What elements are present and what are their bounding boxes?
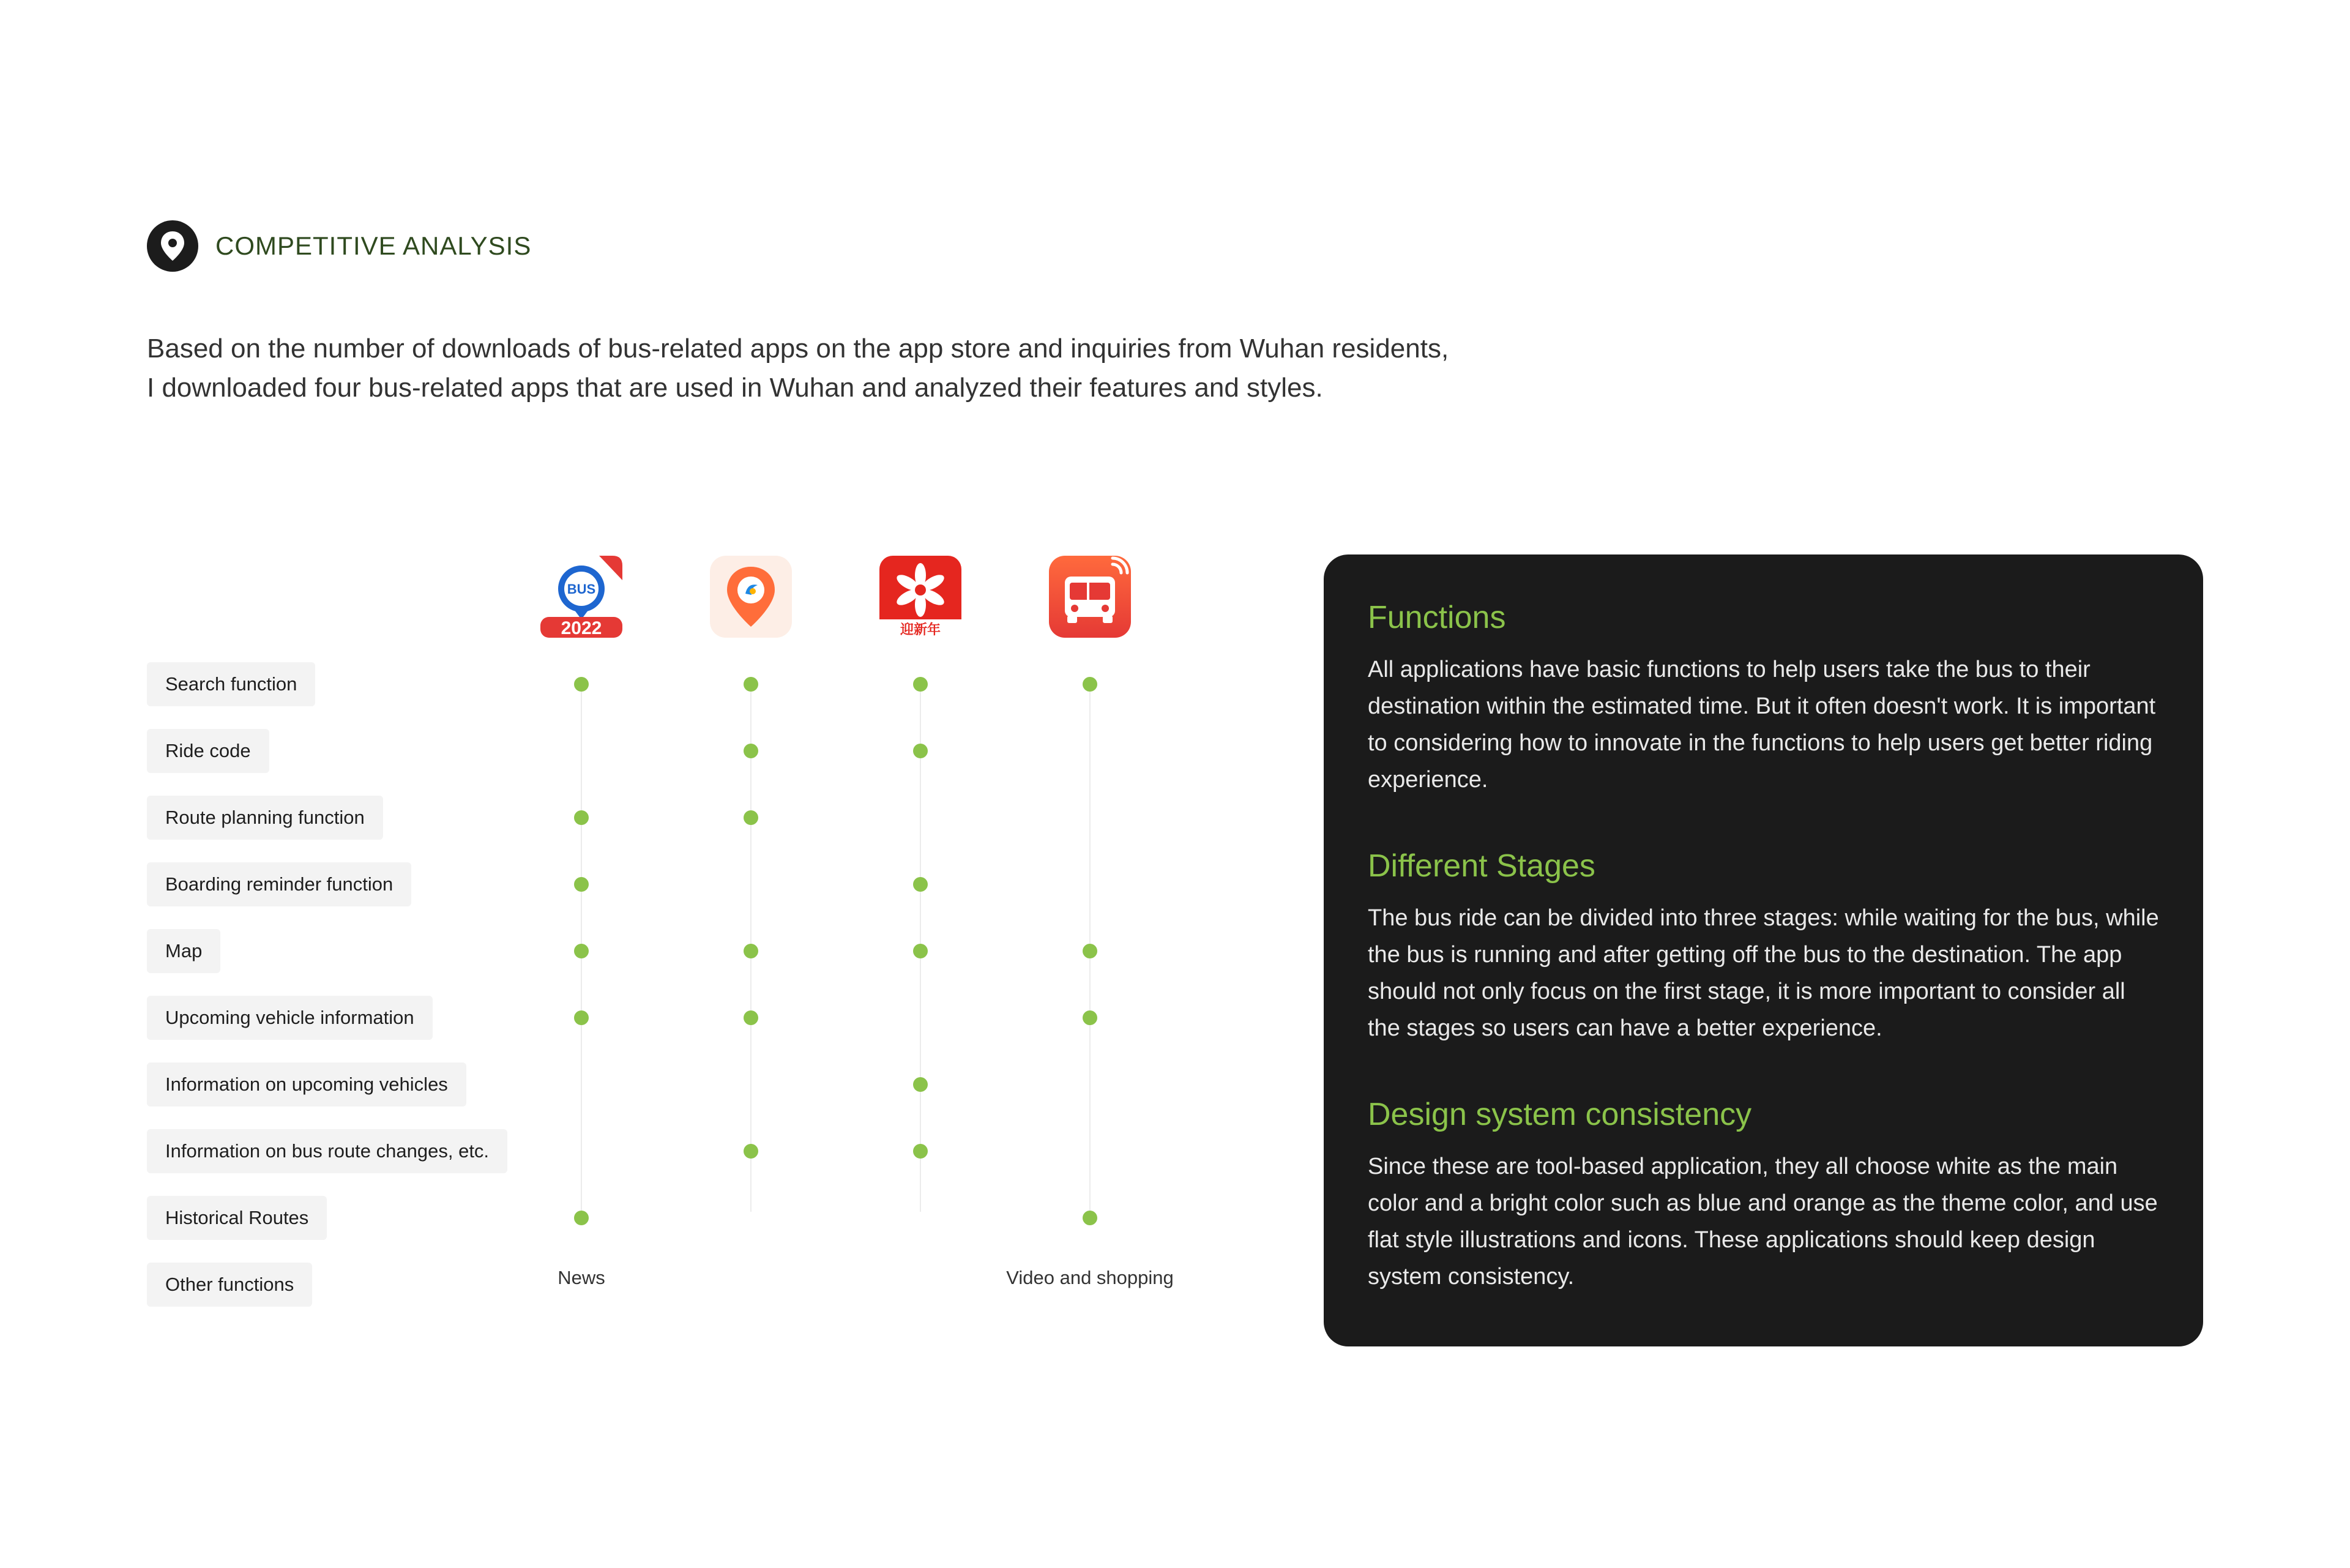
- feature-label-upcoming-vehicle: Upcoming vehicle information: [147, 996, 433, 1040]
- feature-label-upcoming-vehicles-info: Information on upcoming vehicles: [147, 1062, 466, 1107]
- feature-label-other: Other functions: [147, 1263, 312, 1307]
- bus-2022-app-icon: [540, 556, 622, 638]
- support-dot: [913, 1077, 928, 1092]
- support-dot: [913, 944, 928, 958]
- new-year-app-icon: [879, 556, 961, 638]
- intro-line-1: Based on the number of downloads of bus-related apps on the app store and inquiries from Wuhan residents,: [147, 334, 1449, 364]
- support-dot: [744, 744, 758, 758]
- feature-label-historical-routes: Historical Routes: [147, 1196, 327, 1240]
- insight-body: Since these are tool-based application, they all choose white as the main color and a bright color such as blue and orange as the theme color, and use flat style illustrations and icons. These applications should keep design system consistency.: [1368, 1154, 2158, 1290]
- insight-different-stages: [1368, 846, 2159, 1047]
- feature-label-search: Search function: [147, 662, 315, 706]
- support-dot: [744, 677, 758, 692]
- insight-functions: [1368, 597, 2159, 798]
- support-dot: [913, 877, 928, 892]
- support-dot: [574, 877, 589, 892]
- feature-label-boarding-reminder: Boarding reminder function: [147, 862, 411, 906]
- feature-label-route-planning: Route planning function: [147, 796, 383, 840]
- feature-label-ride-code: Ride code: [147, 729, 269, 773]
- map-pin-app-icon: [710, 556, 792, 638]
- support-dot: [744, 1010, 758, 1025]
- other-note-app-1: News: [558, 1267, 605, 1288]
- support-dot: [744, 1144, 758, 1159]
- insight-body: All applications have basic functions to help users take the bus to their destination within the estimated time. But it often doesn't work. It is important to considering how to innovate in the functions to help users get better riding experience.: [1368, 657, 2156, 793]
- support-dot: [1083, 944, 1097, 958]
- insight-heading: Different Stages: [1368, 848, 1595, 884]
- insight-card: [1324, 554, 2203, 1346]
- insight-heading: Functions: [1368, 600, 1506, 635]
- support-dot: [913, 744, 928, 758]
- section-title: COMPETITIVE ANALYSIS: [215, 231, 532, 260]
- svg-text:2022: 2022: [561, 618, 602, 638]
- support-dot: [1083, 1211, 1097, 1225]
- support-dot: [574, 1211, 589, 1225]
- intro-line-2: I downloaded four bus-related apps that are used in Wuhan and analyzed their features and styles.: [147, 373, 1323, 403]
- support-dot: [1083, 677, 1097, 692]
- insight-design-system: [1368, 1094, 2159, 1295]
- insight-heading: Design system consistency: [1368, 1097, 1752, 1132]
- support-dot: [744, 944, 758, 958]
- insight-body: The bus ride can be divided into three stages: while waiting for the bus, while the bus is running and after getting off the bus to the destination. The app should not only focus on the first stage, it is more important to consider all the stages so users can have a better experience.: [1368, 905, 2159, 1041]
- svg-text:迎新年: 迎新年: [900, 622, 941, 638]
- feature-label-route-changes: Information on bus route changes, etc.: [147, 1129, 507, 1173]
- support-dot: [574, 944, 589, 958]
- bus-wifi-app-icon: [1049, 556, 1131, 638]
- support-dot: [913, 1144, 928, 1159]
- other-note-app-4: Video and shopping: [1006, 1267, 1174, 1288]
- feature-label-map: Map: [147, 929, 220, 973]
- support-dot: [913, 677, 928, 692]
- support-dot: [574, 1010, 589, 1025]
- support-dot: [574, 810, 589, 825]
- support-dot: [574, 677, 589, 692]
- support-dot: [744, 810, 758, 825]
- svg-text:BUS: BUS: [567, 581, 596, 597]
- support-dot: [1083, 1010, 1097, 1025]
